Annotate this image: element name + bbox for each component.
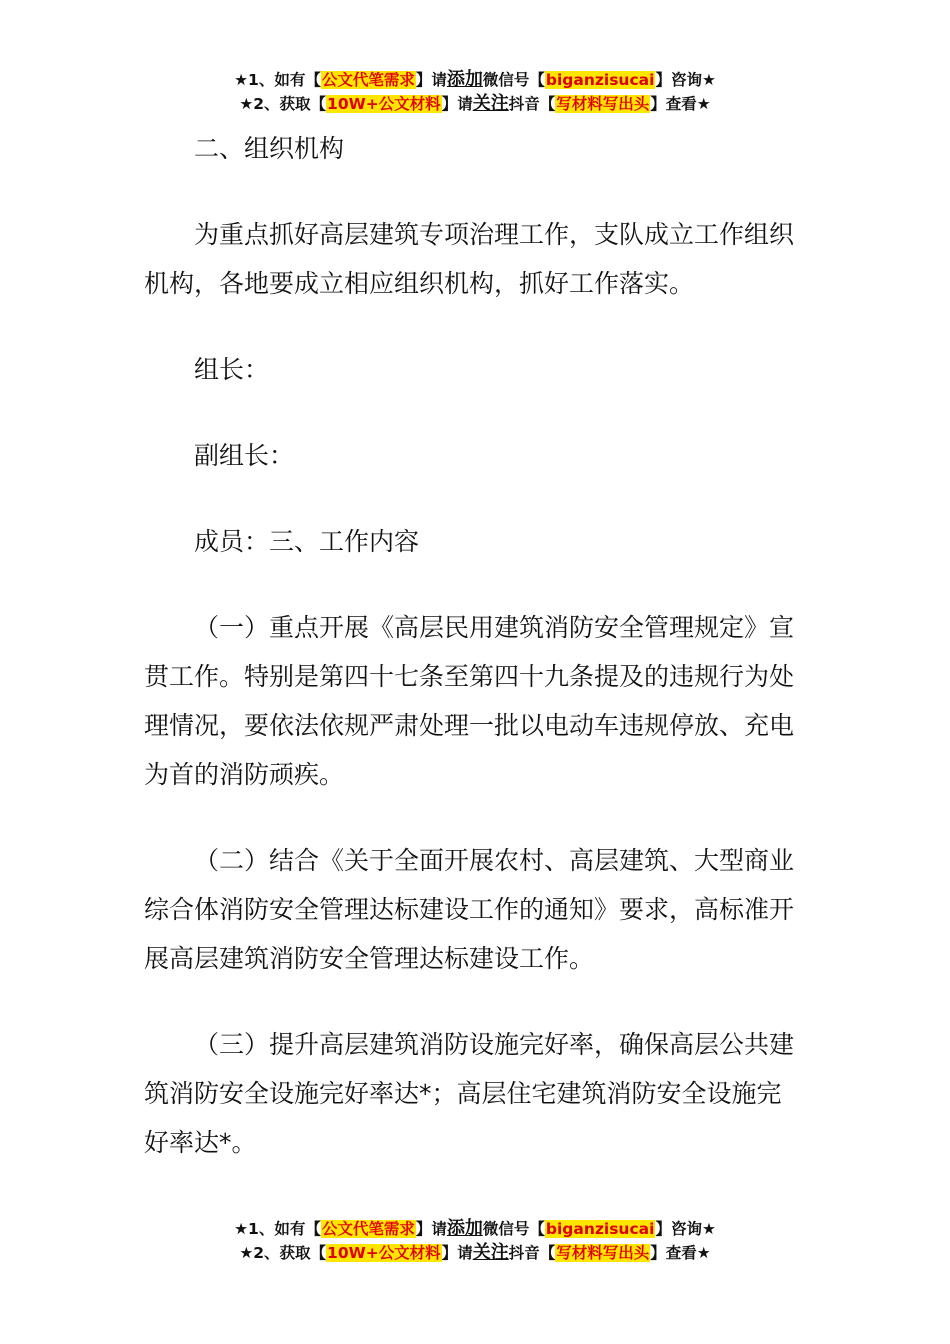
banner-text: 】查看★ <box>650 95 711 113</box>
banner-highlight: biganzisucai <box>545 1220 655 1238</box>
banner-highlight: 公文代笔需求 <box>321 1220 415 1238</box>
banner-text: 微信号【 <box>482 71 545 89</box>
banner-highlight: 10W+公文材料 <box>327 1244 441 1262</box>
paragraph-intro: 为重点抓好高层建筑专项治理工作，支队成立工作组织机构，各地要成立相应组织机构，抓好工作落实。 <box>144 220 795 298</box>
banner-underline: 关注 <box>472 1242 509 1263</box>
banner-text: ★2、获取【 <box>239 1244 327 1262</box>
banner-text: 】请 <box>415 1220 447 1238</box>
top-banner <box>0 68 950 116</box>
members-line: 成员：三、工作内容 <box>194 527 420 556</box>
banner-text: ★1、如有【 <box>234 1220 321 1238</box>
work-item-3: （三）提升高层建筑消防设施完好率，确保高层公共建筑消防安全设施完好率达*；高层住宅建筑消防安全设施完好率达*。 <box>144 1030 795 1157</box>
deputy-leader-line: 副组长： <box>194 441 295 470</box>
banner-highlight: 10W+公文材料 <box>327 95 441 113</box>
work-item-1: （一）重点开展《高层民用建筑消防安全管理规定》宣贯工作。特别是第四十七条至第四十九条提及的违规行为处理情况，要依法依规严肃处理一批以电动车违规停放、充电为首的消防顽疾。 <box>144 613 795 789</box>
bottom-banner <box>0 1217 950 1265</box>
banner-highlight: 公文代笔需求 <box>321 71 415 89</box>
banner-text: 】查看★ <box>650 1244 711 1262</box>
banner-highlight: 写材料写出头 <box>556 1244 650 1262</box>
banner-text: 抖音【 <box>508 1244 556 1262</box>
leader-line: 组长： <box>194 355 270 384</box>
banner-text: 微信号【 <box>482 1220 545 1238</box>
banner-line-1 <box>0 68 950 92</box>
banner-text: 抖音【 <box>508 95 556 113</box>
banner-underline: 关注 <box>472 93 509 114</box>
banner-text: 】咨询★ <box>655 71 716 89</box>
document-body <box>144 124 799 1167</box>
banner-underline: 添加 <box>446 69 483 90</box>
banner-text: ★2、获取【 <box>239 95 327 113</box>
banner-text: 】请 <box>441 1244 473 1262</box>
banner-underline: 添加 <box>446 1218 483 1239</box>
banner-highlight: biganzisucai <box>545 71 655 89</box>
banner-line-2 <box>0 92 950 116</box>
banner-highlight: 写材料写出头 <box>556 95 650 113</box>
banner-text: ★1、如有【 <box>234 71 321 89</box>
banner-line-1 <box>0 1217 950 1241</box>
banner-text: 】请 <box>441 95 473 113</box>
banner-line-2 <box>0 1241 950 1265</box>
work-item-2: （二）结合《关于全面开展农村、高层建筑、大型商业综合体消防安全管理达标建设工作的通知》要求，高标准开展高层建筑消防安全管理达标建设工作。 <box>144 846 795 973</box>
section-heading: 二、组织机构 <box>194 134 345 163</box>
banner-text: 】请 <box>415 71 447 89</box>
banner-text: 】咨询★ <box>655 1220 716 1238</box>
